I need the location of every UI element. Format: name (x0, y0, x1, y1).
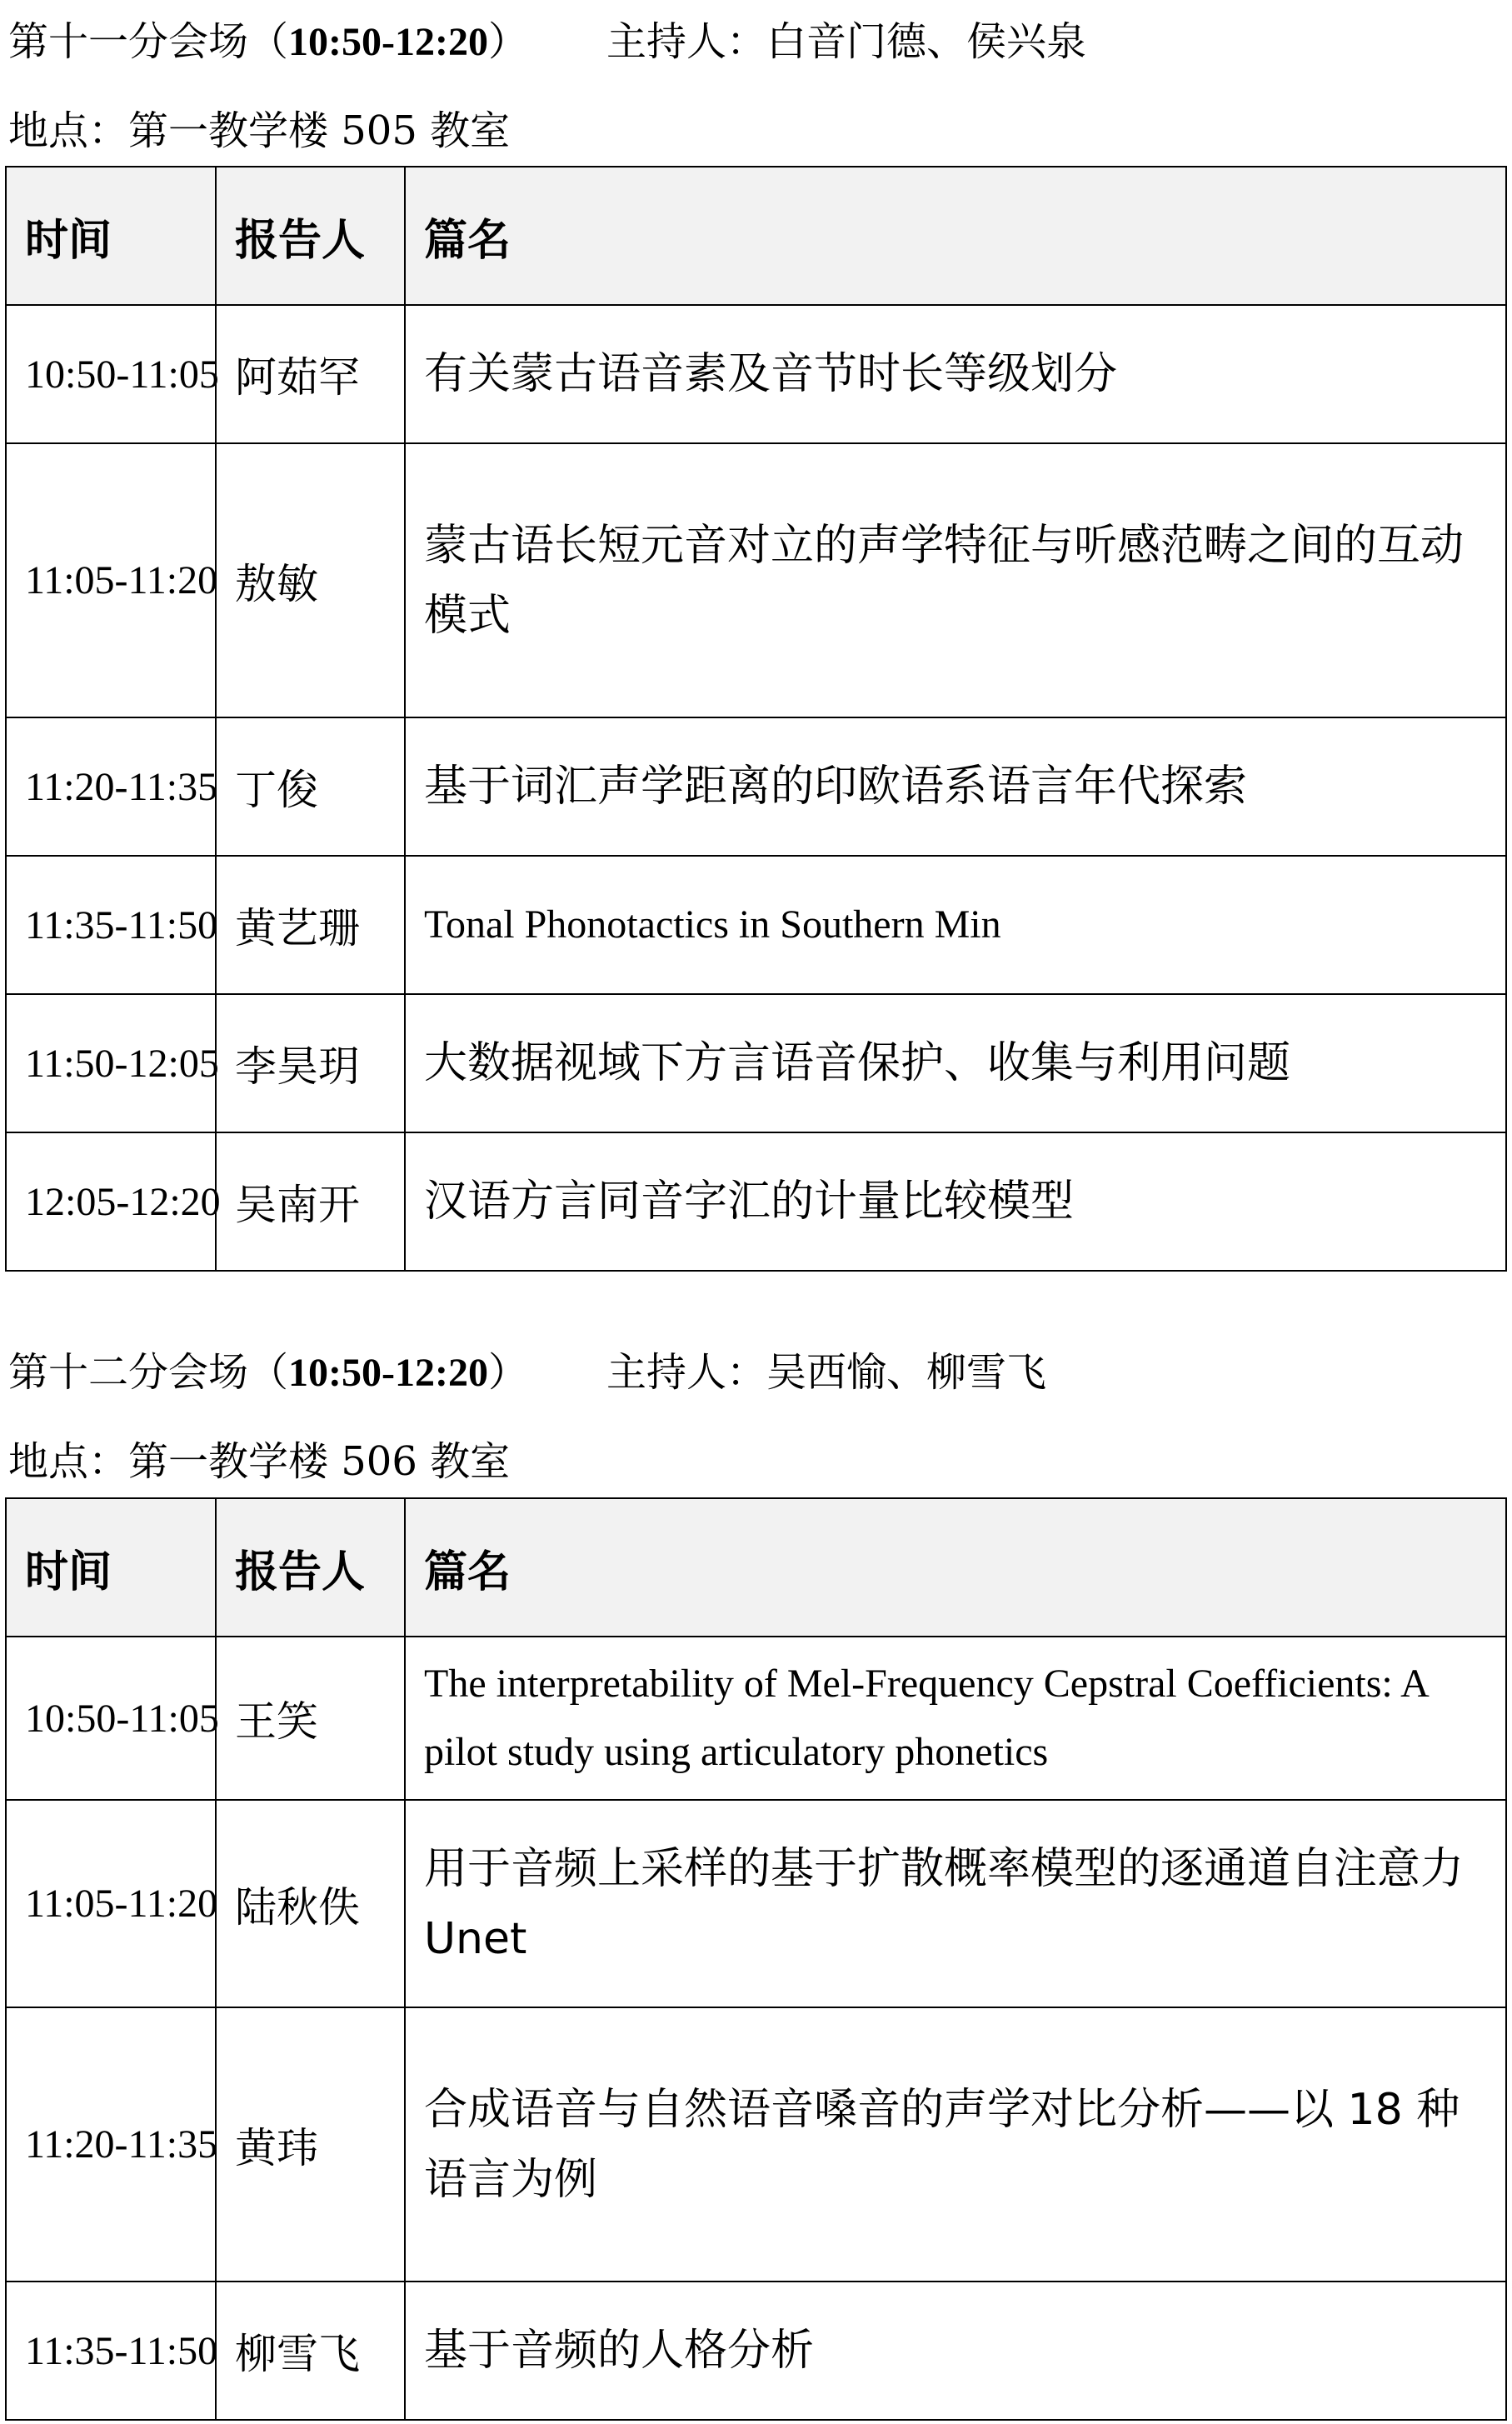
row-speaker: 黄玮 (216, 2007, 405, 2282)
row-paper-title: 合成语音与自然语音嗓音的声学对比分析——以 18 种语言为例 (405, 2007, 1506, 2282)
row-paper-title: 有关蒙古语音素及音节时长等级划分 (405, 305, 1506, 443)
row-paper-title: 基于词汇声学距离的印欧语系语言年代探索 (405, 717, 1506, 856)
row-time: 11:35-11:50 (6, 2282, 216, 2420)
row-speaker: 敖敏 (216, 443, 405, 717)
table-row (6, 305, 1506, 443)
table-row (6, 2007, 1506, 2282)
row-paper-title: The interpretability of Mel-Frequency Cepstral Coefficients: A pilot study using articulatory phonetics (405, 1637, 1506, 1800)
row-speaker: 陆秋佚 (216, 1800, 405, 2007)
row-time: 10:50-11:05 (6, 1637, 216, 1800)
session-12-location: 地点：第一教学楼 506 教室 (8, 1438, 511, 1485)
session-11-location: 地点：第一教学楼 505 教室 (8, 107, 511, 154)
row-time: 11:05-11:20 (6, 1800, 216, 2007)
row-speaker: 柳雪飞 (216, 2282, 405, 2420)
table-header-row (6, 1498, 1506, 1637)
session-12-table (5, 1497, 1507, 2421)
row-speaker: 吴南开 (216, 1132, 405, 1271)
row-speaker: 丁俊 (216, 717, 405, 856)
table-row (6, 856, 1506, 994)
row-time: 11:20-11:35 (6, 717, 216, 856)
table-row (6, 2282, 1506, 2420)
session-11-host: 主持人：白音门德、侯兴泉 (606, 18, 1087, 65)
row-speaker: 王笑 (216, 1637, 405, 1800)
table-row (6, 443, 1506, 717)
table-row (6, 717, 1506, 856)
row-paper-title: 蒙古语长短元音对立的声学特征与听感范畴之间的互动模式 (405, 443, 1506, 717)
header-title: 篇名 (405, 1498, 1506, 1637)
session-12-title: 第十二分会场（10:50-12:20） (8, 1349, 528, 1396)
row-paper-title: 汉语方言同音字汇的计量比较模型 (405, 1132, 1506, 1271)
table-row (6, 1637, 1506, 1800)
row-time: 11:05-11:20 (6, 443, 216, 717)
row-speaker: 阿茹罕 (216, 305, 405, 443)
table-header-row (6, 167, 1506, 305)
row-time: 11:20-11:35 (6, 2007, 216, 2282)
header-time: 时间 (6, 1498, 216, 1637)
row-speaker: 黄艺珊 (216, 856, 405, 994)
row-paper-title: Tonal Phonotactics in Southern Min (405, 856, 1506, 994)
row-time: 10:50-11:05 (6, 305, 216, 443)
row-paper-title: 用于音频上采样的基于扩散概率模型的逐通道自注意力Unet (405, 1800, 1506, 2007)
session-12-header (8, 1347, 1047, 1398)
row-time: 11:50-12:05 (6, 994, 216, 1132)
header-time: 时间 (6, 167, 216, 305)
header-speaker: 报告人 (216, 167, 405, 305)
row-time: 12:05-12:20 (6, 1132, 216, 1271)
table-row (6, 1132, 1506, 1271)
session-11-header (8, 17, 1087, 67)
header-title: 篇名 (405, 167, 1506, 305)
row-paper-title: 基于音频的人格分析 (405, 2282, 1506, 2420)
session-11-title: 第十一分会场（10:50-12:20） (8, 18, 528, 65)
session-11-table (5, 166, 1507, 1272)
row-time: 11:35-11:50 (6, 856, 216, 994)
row-speaker: 李昊玥 (216, 994, 405, 1132)
table-row (6, 1800, 1506, 2007)
table-row (6, 994, 1506, 1132)
header-speaker: 报告人 (216, 1498, 405, 1637)
row-paper-title: 大数据视域下方言语音保护、收集与利用问题 (405, 994, 1506, 1132)
session-12-host: 主持人：吴西愉、柳雪飞 (606, 1349, 1047, 1396)
